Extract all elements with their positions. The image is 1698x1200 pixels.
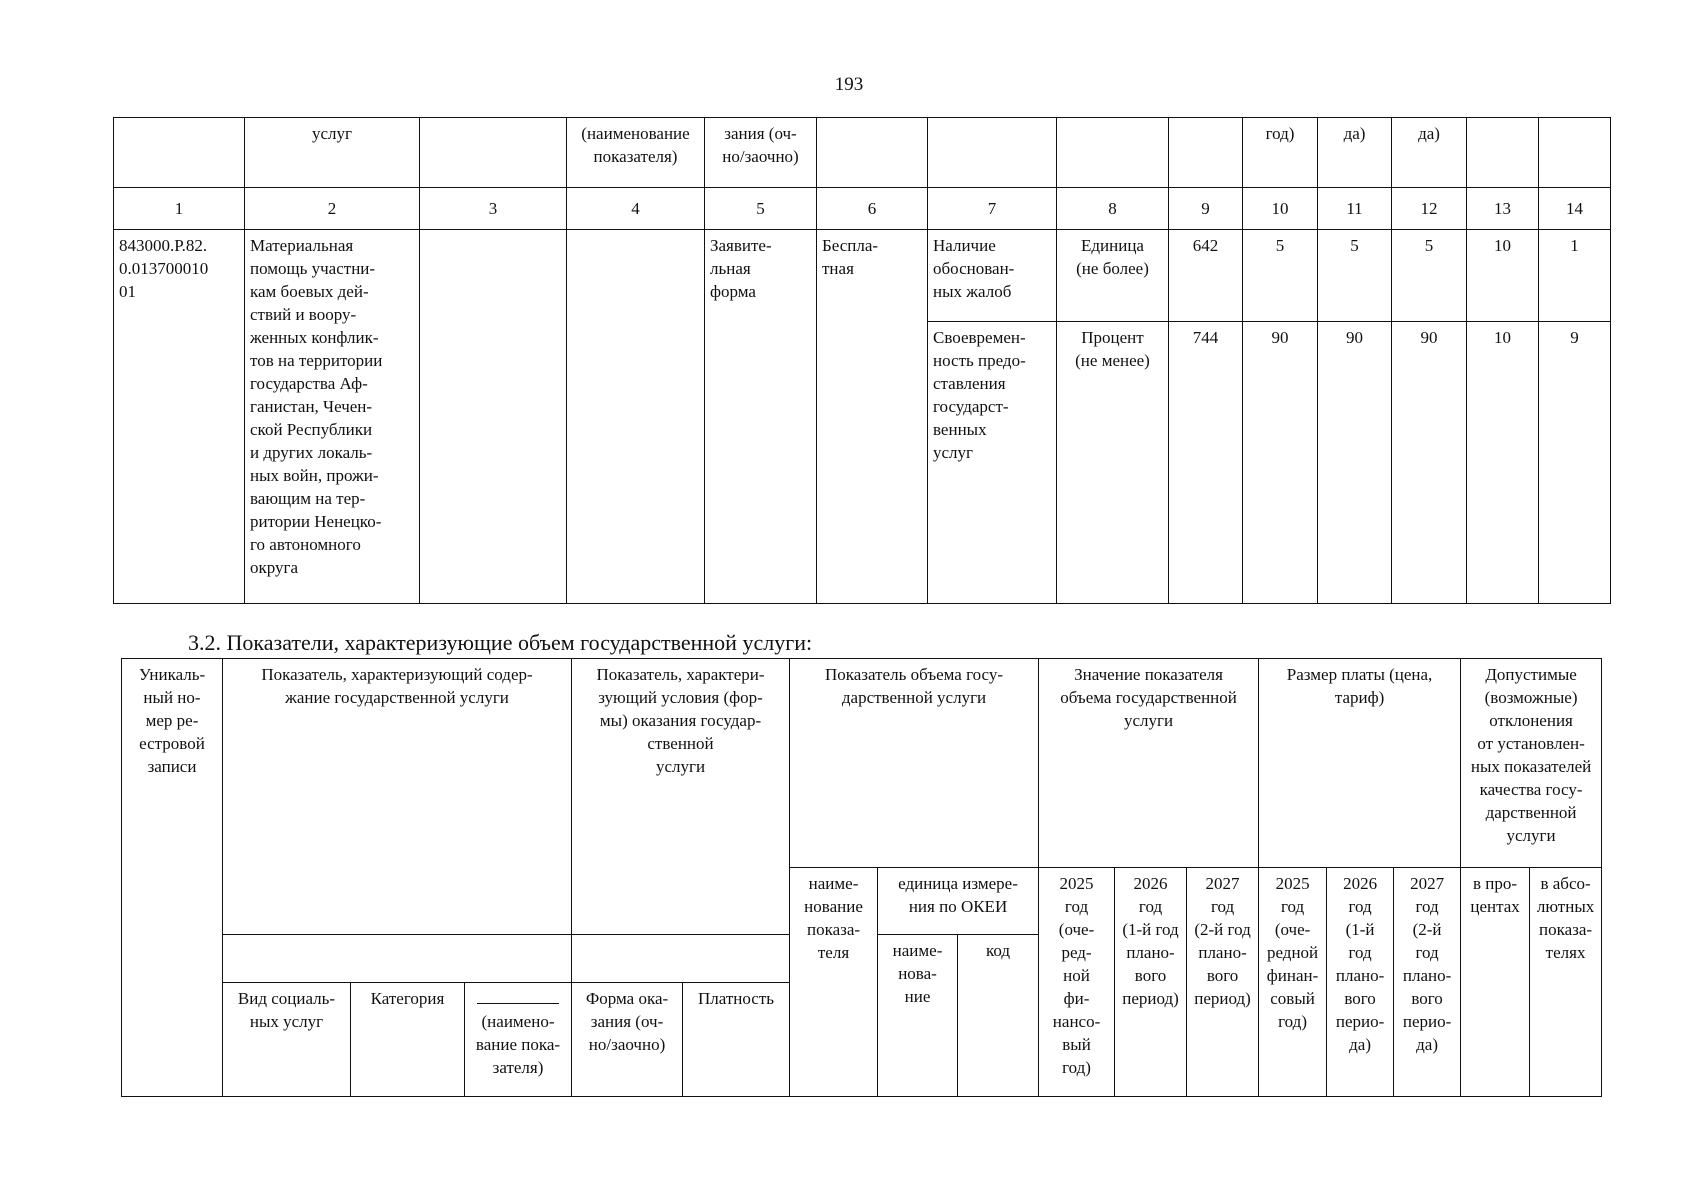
- header-cell: (наименование показателя): [567, 118, 705, 188]
- column-number: 11: [1318, 188, 1392, 230]
- deviation-percent: 10: [1467, 230, 1539, 322]
- header-cell: [1539, 118, 1611, 188]
- column-number: 12: [1392, 188, 1467, 230]
- fee-2026-header: 2026 год (1-й год плано- вого перио- да): [1327, 868, 1394, 1097]
- service-payment: Беспла- тная: [817, 230, 928, 604]
- payment-header: Платность: [683, 983, 790, 1097]
- value-2025-header: 2025 год (оче- ред- ной фи- нансо- вый год): [1039, 868, 1115, 1097]
- header-cell: да): [1392, 118, 1467, 188]
- header-cell: [928, 118, 1057, 188]
- fee-2027-header: 2027 год (2-й год плано- вого перио- да): [1394, 868, 1461, 1097]
- empty-cell: [223, 935, 572, 983]
- column-number: 10: [1243, 188, 1318, 230]
- blank-line: [477, 987, 559, 1004]
- indicator-name-header: [465, 983, 572, 1097]
- service-name: Материальная помощь участни- кам боевых дей- ствий и воору- женных конфлик- тов на территории государства Аф- ганистан, Чечен- ской Республики и других локаль- ных войн, прожи- вающим на тер- ритории Ненецко- го автономного округа: [245, 230, 420, 604]
- column-number: 4: [567, 188, 705, 230]
- column-number: 14: [1539, 188, 1611, 230]
- column-number: 6: [817, 188, 928, 230]
- indicator-name: Своевремен- ность предо- ставления государст- венных услуг: [928, 322, 1057, 604]
- column-number: 1: [114, 188, 245, 230]
- deviation-percent: 10: [1467, 322, 1539, 604]
- volume-value-header: Значение показателя объема государственной услуги: [1039, 659, 1259, 868]
- value-2026: 5: [1318, 230, 1392, 322]
- okei-unit-name-header: наиме- нова- ние: [878, 935, 958, 1097]
- header-fragment-row: [114, 118, 1611, 188]
- category-header: Категория: [351, 983, 465, 1097]
- header-cell: год): [1243, 118, 1318, 188]
- unit-code: 642: [1169, 230, 1243, 322]
- empty-cell: [420, 230, 567, 604]
- content-indicator-header: Показатель, характеризующий содер- жание государственной услуги: [223, 659, 572, 935]
- value-2027: 90: [1392, 322, 1467, 604]
- header-cell: [114, 118, 245, 188]
- column-number: 3: [420, 188, 567, 230]
- column-number: 2: [245, 188, 420, 230]
- fee-header: Размер платы (цена, тариф): [1259, 659, 1461, 868]
- header-cell: [1057, 118, 1169, 188]
- volume-indicator-header: Показатель объема госу- дарственной услуги: [790, 659, 1039, 868]
- header-row: [122, 659, 1602, 868]
- column-number: 7: [928, 188, 1057, 230]
- column-number: 5: [705, 188, 817, 230]
- header-cell: [817, 118, 928, 188]
- unit-name: Процент (не менее): [1057, 322, 1169, 604]
- header-cell: услуг: [245, 118, 420, 188]
- deviation-absolute-header: в абсо- лютных показа- телях: [1530, 868, 1602, 1097]
- header-cell: зания (оч- но/заочно): [705, 118, 817, 188]
- deviation-absolute: 1: [1539, 230, 1611, 322]
- header-cell: [420, 118, 567, 188]
- table-row: [114, 230, 1611, 322]
- column-number: 13: [1467, 188, 1539, 230]
- header-cell: [1169, 118, 1243, 188]
- value-2027: 5: [1392, 230, 1467, 322]
- value-2025: 5: [1243, 230, 1318, 322]
- unit-name: Единица (не более): [1057, 230, 1169, 322]
- empty-cell: [567, 230, 705, 604]
- deviation-percent-header: в про- центах: [1461, 868, 1530, 1097]
- page-number: 193: [834, 74, 864, 95]
- value-2026: 90: [1318, 322, 1392, 604]
- header-cell: [1467, 118, 1539, 188]
- section-heading: 3.2. Показатели, характеризующие объем государственной услуги:: [188, 630, 813, 655]
- column-number-row: [114, 188, 1611, 230]
- okei-unit-header: единица измере- ния по ОКЕИ: [878, 868, 1039, 935]
- volume-indicators-table: [121, 658, 1602, 1097]
- indicator-name: Наличие обоснован- ных жалоб: [928, 230, 1057, 322]
- value-2025: 90: [1243, 322, 1318, 604]
- fee-2025-header: 2025 год (оче- редной финан- совый год): [1259, 868, 1327, 1097]
- unique-number-header: Уникаль- ный но- мер ре- естровой записи: [122, 659, 223, 1097]
- empty-cell: [572, 935, 790, 983]
- deviation-absolute: 9: [1539, 322, 1611, 604]
- deviation-header: Допустимые (возможные) отклонения от установлен- ных показателей качества госу- дарственной услуги: [1461, 659, 1602, 868]
- quality-indicators-table: [113, 117, 1611, 604]
- column-number: 9: [1169, 188, 1243, 230]
- okei-unit-code-header: код: [958, 935, 1039, 1097]
- value-2026-header: 2026 год (1-й год плано- вого период): [1115, 868, 1187, 1097]
- volume-indicator-name-header: наиме- нование показа- теля: [790, 868, 878, 1097]
- value-2027-header: 2027 год (2-й год плано- вого период): [1187, 868, 1259, 1097]
- header-cell: да): [1318, 118, 1392, 188]
- column-number: 8: [1057, 188, 1169, 230]
- delivery-form-header: Форма ока- зания (оч- но/заочно): [572, 983, 683, 1097]
- registry-number: 843000.Р.82. 0.013700010 01: [114, 230, 245, 604]
- indicator-name-label: (наимено- вание пока- зателя): [475, 1012, 561, 1077]
- unit-code: 744: [1169, 322, 1243, 604]
- service-kind-header: Вид социаль- ных услуг: [223, 983, 351, 1097]
- conditions-indicator-header: Показатель, характери- зующий условия (фор- мы) оказания государ- ственной услуги: [572, 659, 790, 935]
- service-form: Заявите- льная форма: [705, 230, 817, 604]
